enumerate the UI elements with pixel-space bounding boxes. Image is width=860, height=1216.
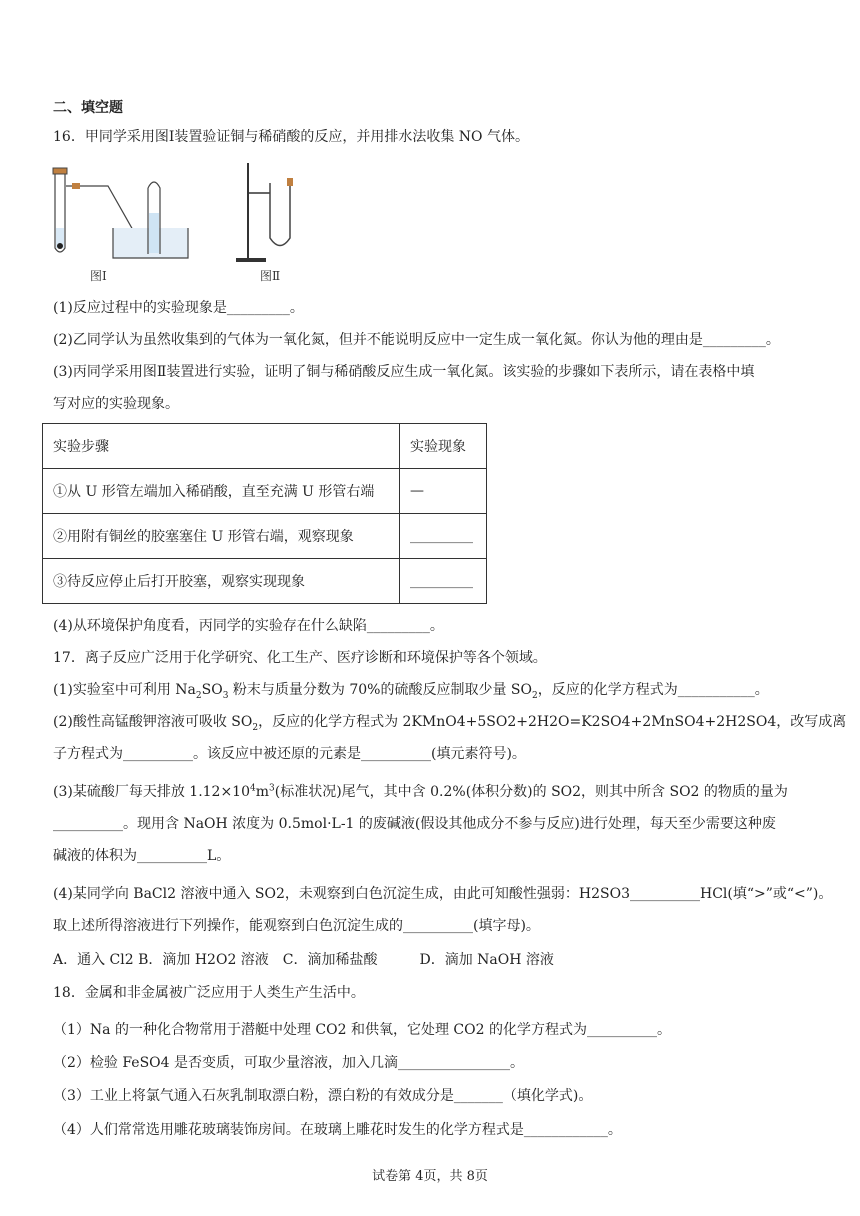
table-row (43, 514, 487, 559)
section-title: 二、填空题 (53, 100, 123, 116)
table-cell: _________ (400, 559, 487, 604)
text: (标准状况)尾气，其中含 0.2%(体积分数)的 SO2，则其中所含 SO2 的物质的量为 (274, 784, 788, 800)
table-cell: — (400, 469, 487, 514)
q17-part3c: 碱液的体积为__________L。 (53, 848, 231, 864)
q17-stem: 17．离子反应广泛用于化学研究、化工生产、医疗诊断和环境保护等各个领域。 (53, 650, 547, 666)
q16-part3b: 写对应的实验现象。 (53, 396, 179, 412)
page-footer: 试卷第 4页，共 8页 (372, 1169, 488, 1184)
text: m (255, 784, 270, 800)
table-row (43, 424, 487, 469)
q17-part4a: (4)某同学向 BaCl2 溶液中通入 SO2，未观察到白色沉淀生成，由此可知酸性强弱：H2SO3__________HCl(填“>”或“<”)。 (53, 886, 833, 902)
text: ，反应的化学方程式为___________。 (537, 682, 769, 698)
q17-part3b: __________。现用含 NaOH 浓度为 0.5mol·L-1 的废碱液(假设其他成分不参与反应)进行处理，每天至少需要这种废 (53, 816, 776, 832)
q17-part2b: 子方程式为__________。该反应中被还原的元素是__________(填元素符号)。 (53, 746, 526, 762)
table-header-phenomena: 实验现象 (400, 424, 487, 469)
table-cell: ②用附有铜丝的胶塞塞住 U 形管右端，观察现象 (43, 514, 400, 559)
q18-part3: （3）工业上将氯气通入石灰乳制取漂白粉，漂白粉的有效成分是_______（填化学式)。 (53, 1088, 593, 1104)
q16-part1: (1)反应过程中的实验现象是_________。 (53, 300, 304, 316)
q17-options: A．通入 Cl2 B．滴加 H2O2 溶液 C．滴加稀盐酸 D．滴加 NaOH 溶液 (53, 952, 554, 968)
text: SO (201, 682, 223, 698)
table-row (43, 469, 487, 514)
superscript: 4 (250, 783, 256, 794)
q18-part2: （2）检验 FeSO4 是否变质，可取少量溶液，加入几滴________________。 (53, 1055, 525, 1071)
q17-part3a (53, 782, 788, 802)
table-cell: ①从 U 形管左端加入稀硝酸，直至充满 U 形管右端 (43, 469, 400, 514)
text: (2)酸性高锰酸钾溶液可吸收 SO (53, 714, 253, 730)
text: 粉末与质量分数为 70%的硫酸反应制取少量 SO (228, 682, 532, 698)
q16-part4: (4)从环境保护角度看，丙同学的实验存在什么缺陷_________。 (53, 618, 444, 634)
text: (3)某硫酸厂每天排放 1.12×10 (53, 784, 250, 800)
experiment-table (42, 423, 487, 604)
table-cell: ③待反应停止后打开胶塞，观察实现现象 (43, 559, 400, 604)
text: (1)实验室中可利用 Na (53, 682, 196, 698)
table-header-steps: 实验步骤 (43, 424, 400, 469)
q16-stem: 16．甲同学采用图Ⅰ装置验证铜与稀硝酸的反应，并用排水法收集 NO 气体。 (53, 129, 529, 145)
q16-part3a: (3)丙同学采用图Ⅱ装置进行实验，证明了铜与稀硝酸反应生成一氧化氮。该实验的步骤如下表所示，请在表格中填 (53, 364, 755, 380)
q16-figures (48, 158, 308, 292)
q18-stem: 18．金属和非金属被广泛应用于人类生产生活中。 (53, 985, 365, 1001)
q18-part4: （4）人们常常选用雕花玻璃装饰房间。在玻璃上雕花时发生的化学方程式是____________。 (53, 1122, 622, 1138)
q16-part2: (2)乙同学认为虽然收集到的气体为一氧化氮，但并不能说明反应中一定生成一氧化氮。你认为他的理由是_________。 (53, 332, 780, 348)
table-cell: _________ (400, 514, 487, 559)
fig1-label: 图Ⅰ (90, 269, 107, 283)
q17-part1: (1)实验室中可利用 $Na_2SO_3$ 粉末与质量分数为 70%的硫酸反应制取少量 $SO_2$，反应的化学方程式为___________。 (53, 682, 769, 701)
apparatus-illustration (48, 158, 308, 288)
q17-part2a: (2)酸性高锰酸钾溶液可吸收 $SO_2$，反应的化学方程式为 2KMnO4+5SO2+2H2O=K2SO4+2MnSO4+2H2SO4，改写成离 (53, 714, 847, 733)
fig2-label: 图Ⅱ (260, 269, 281, 283)
text: ，反应的化学方程式为 2KMnO4+5SO2+2H2O=K2SO4+2MnSO4+2H2SO4，改写成离 (258, 714, 847, 730)
table-row (43, 559, 487, 604)
q18-part1: （1）Na 的一种化合物常用于潜艇中处理 CO2 和供氧，它处理 CO2 的化学方程式为__________。 (53, 1022, 671, 1038)
q17-part4b: 取上述所得溶液进行下列操作，能观察到白色沉淀生成的__________(填字母)。 (53, 918, 540, 934)
superscript: 3 (269, 783, 275, 794)
